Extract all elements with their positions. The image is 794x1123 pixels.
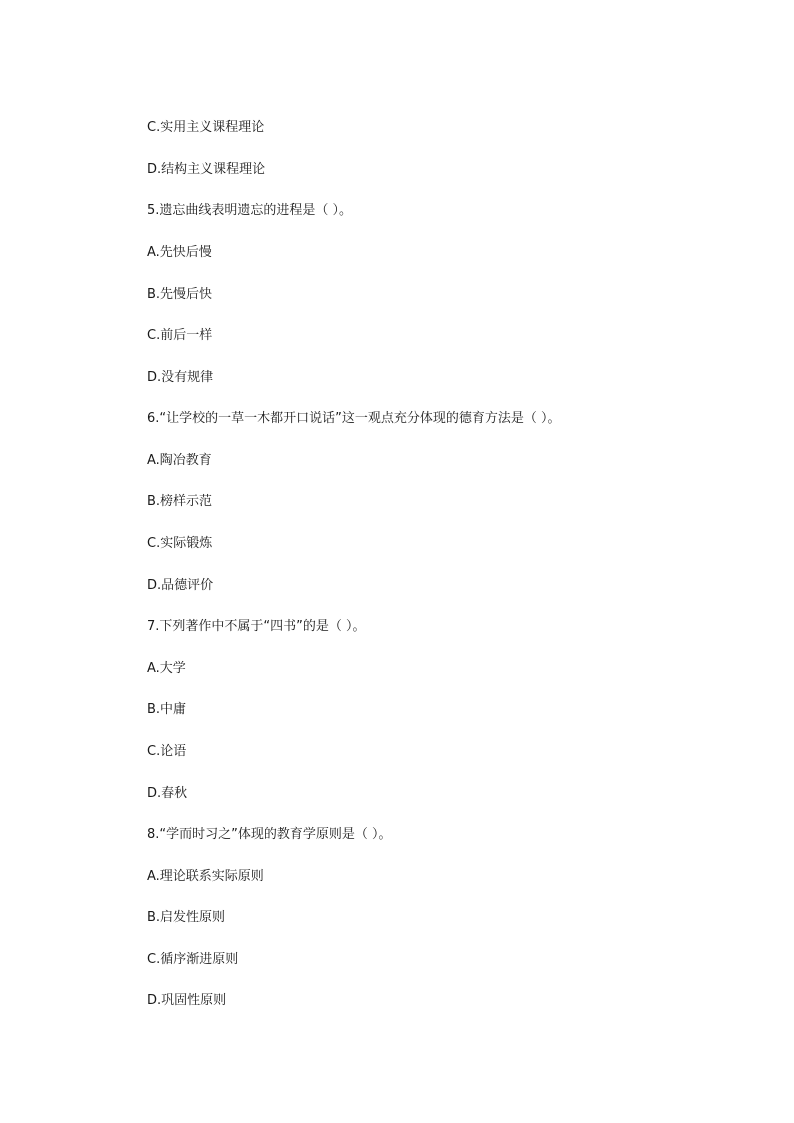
option-c-q7: C.论语	[147, 744, 187, 759]
option-c-q6: C.实际锻炼	[147, 536, 213, 551]
option-d-q7: D.春秋	[147, 786, 188, 801]
option-b-q6: B.榜样示范	[147, 494, 213, 509]
option-d-q6: D.品德评价	[147, 578, 214, 593]
question-7: 7.下列著作中不属于“四书”的是（ ）。	[147, 619, 366, 634]
option-d-q8: D.巩固性原则	[147, 993, 227, 1008]
option-a-q7: A.大学	[147, 661, 186, 676]
option-a-q5: A.先快后慢	[147, 245, 212, 260]
question-8: 8.“学而时习之”体现的教育学原则是（ ）。	[147, 827, 392, 842]
option-b-q8: B.启发性原则	[147, 910, 226, 925]
option-b-q5: B.先慢后快	[147, 287, 213, 302]
option-c-q4: C.实用主义课程理论	[147, 120, 265, 135]
question-6: 6.“让学校的一草一木都开口说话”这一观点充分体现的德育方法是（ ）。	[147, 411, 561, 426]
option-d-q4: D.结构主义课程理论	[147, 162, 266, 177]
option-d-q5: D.没有规律	[147, 370, 214, 385]
question-5: 5.遗忘曲线表明遗忘的进程是（ ）。	[147, 203, 353, 218]
option-b-q7: B.中庸	[147, 702, 187, 717]
option-c-q8: C.循序渐进原则	[147, 952, 239, 967]
option-a-q8: A.理论联系实际原则	[147, 869, 264, 884]
option-a-q6: A.陶冶教育	[147, 453, 212, 468]
option-c-q5: C.前后一样	[147, 328, 213, 343]
